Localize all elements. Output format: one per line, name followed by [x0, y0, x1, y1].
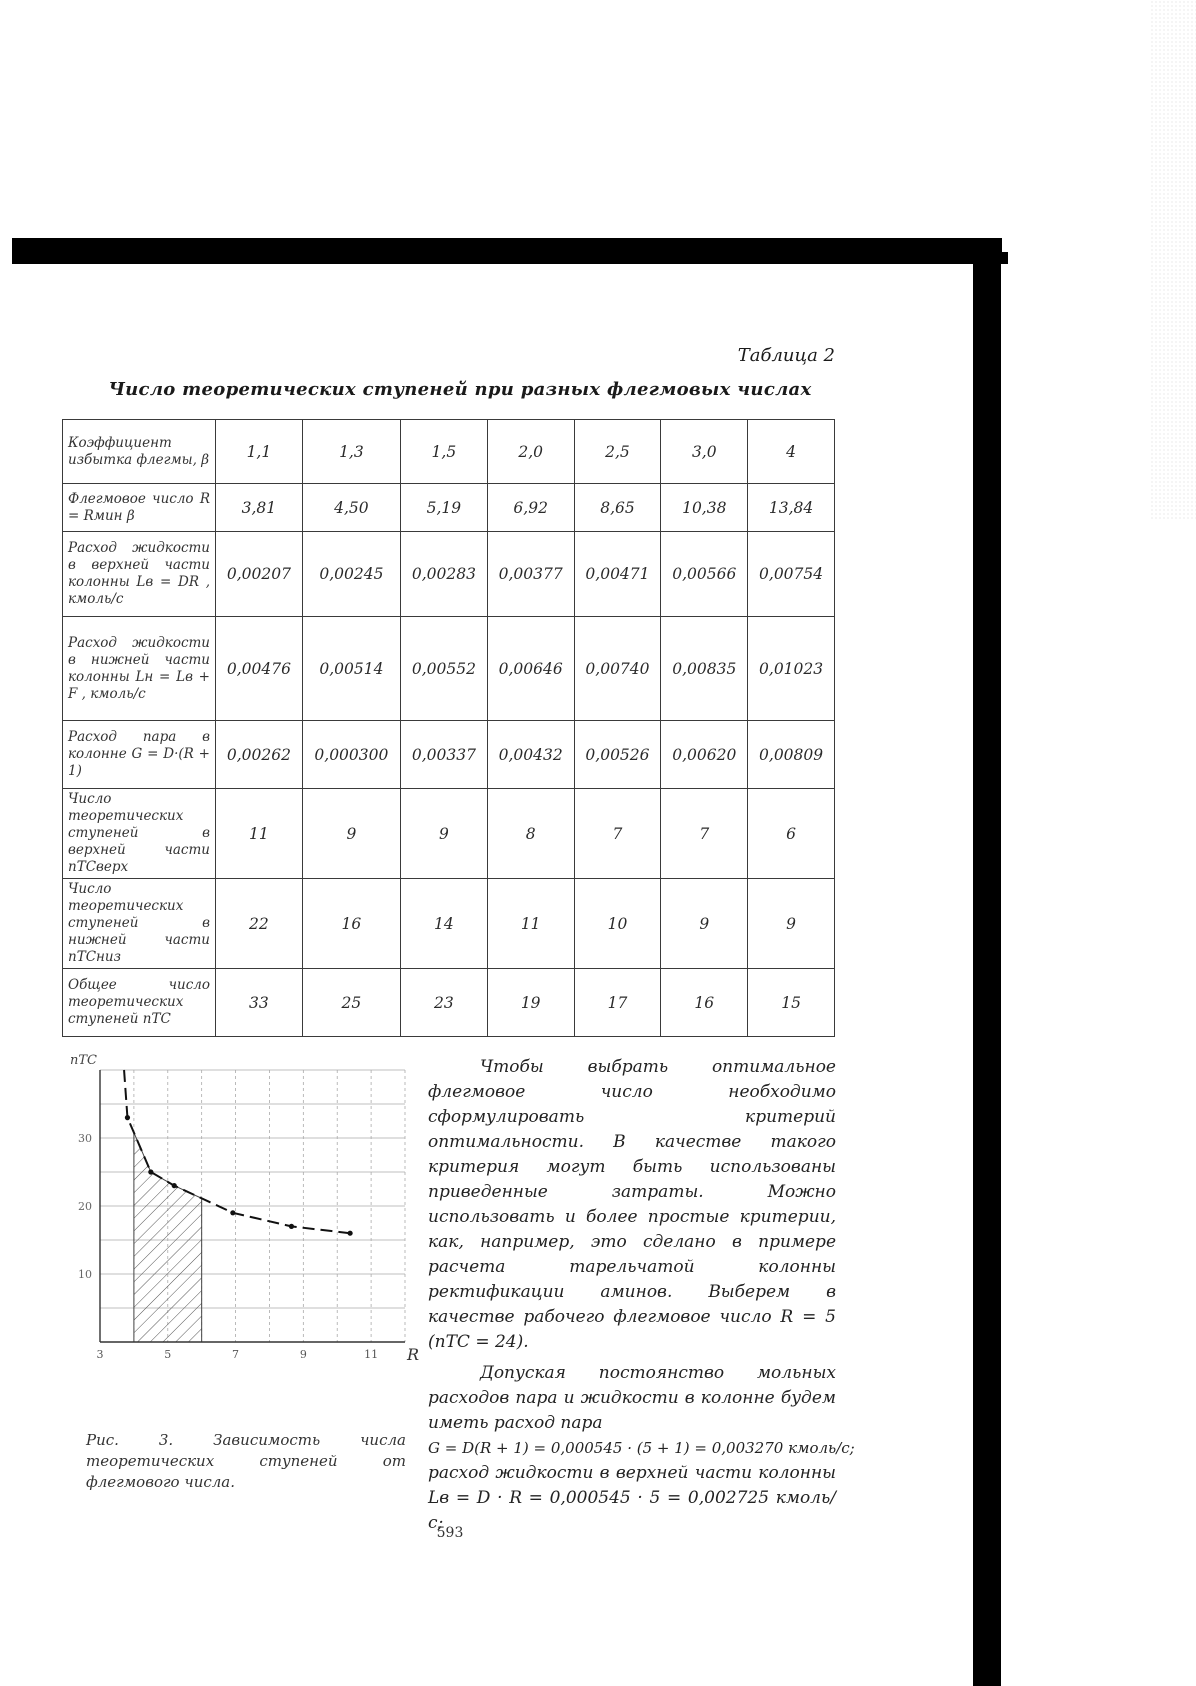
x-axis-label: R [407, 1345, 420, 1364]
cell: 3,0 [661, 420, 748, 484]
cell: 0,00754 [748, 532, 835, 617]
cell: 0,00432 [487, 721, 574, 789]
cell: 6,92 [487, 484, 574, 532]
table-row [63, 532, 835, 617]
x-tick-label: 5 [164, 1348, 172, 1361]
data-table [62, 419, 835, 1037]
table-row [63, 879, 835, 969]
cell: 3,81 [216, 484, 303, 532]
row-header: Коэффициент избытка флегмы, β [63, 420, 216, 484]
cell: 4 [748, 420, 835, 484]
row-header: Расход жидкости в верхней части колонны Lв = DR , кмоль/с [63, 532, 216, 617]
cell: 19 [487, 969, 574, 1037]
cell: 0,00245 [302, 532, 400, 617]
data-point [125, 1115, 130, 1120]
data-point [172, 1183, 177, 1188]
row-header: Расход пара в колонне G = D·(R + 1) [63, 721, 216, 789]
cell: 15 [748, 969, 835, 1037]
cell: 2,0 [487, 420, 574, 484]
paragraph: расход жидкости в верхней части колонны Lв = D · R = 0,000545 · 5 = 0,002725 кмоль/с; [428, 1463, 836, 1533]
data-point [230, 1210, 235, 1215]
cell: 33 [216, 969, 303, 1037]
cell: 11 [216, 789, 303, 879]
scan-border-top [12, 238, 1002, 264]
x-tick-label: 9 [299, 1348, 307, 1361]
cell: 10 [574, 879, 661, 969]
cell: 4,50 [302, 484, 400, 532]
chart [60, 1050, 420, 1410]
cell: 16 [302, 879, 400, 969]
cell: 14 [400, 879, 487, 969]
cell: 0,00262 [216, 721, 303, 789]
cell: 1,3 [302, 420, 400, 484]
cell: 0,01023 [748, 617, 835, 721]
formula: G = D(R + 1) = 0,000545 · (5 + 1) = 0,003270 кмоль/с; [428, 1439, 855, 1457]
cell: 0,00207 [216, 532, 303, 617]
cell: 0,00552 [400, 617, 487, 721]
page-number: 593 [436, 1525, 464, 1541]
cell: 17 [574, 969, 661, 1037]
cell: 7 [574, 789, 661, 879]
table-row [63, 484, 835, 532]
paragraph: Чтобы выбрать оптимальное флегмовое число необходимо сформулировать критерий оптимальности. В качестве такого критерия могут быть использованы приведенные затраты. Можно использовать и более простые критерии, как, например, это сделано в примере расчета тарельчатой колонны ректификации аминов. Выберем в качестве рабочего флегмовое число R = 5 (nТС = 24). [428, 1057, 836, 1352]
x-tick-labels [97, 1348, 379, 1361]
data-point [289, 1224, 294, 1229]
table-row [63, 721, 835, 789]
cell: 16 [661, 969, 748, 1037]
row-header: Число теоретических ступеней в верхней части nТСверх [63, 789, 216, 879]
cell: 0,00377 [487, 532, 574, 617]
scan-noise [1150, 0, 1196, 520]
cell: 8 [487, 789, 574, 879]
cell: 0,00566 [661, 532, 748, 617]
y-tick-label: 30 [78, 1132, 92, 1145]
table-row [63, 617, 835, 721]
cell: 0,00740 [574, 617, 661, 721]
table-row [63, 420, 835, 484]
figure-caption: Рис. 3. Зависимость числа теоретических ступеней от флегмового числа. [86, 1431, 406, 1491]
row-header: Флегмовое число R = Rмин β [63, 484, 216, 532]
x-tick-label: 3 [96, 1348, 104, 1361]
scan-border-right [973, 255, 1001, 1686]
cell: 22 [216, 879, 303, 969]
cell: 9 [400, 789, 487, 879]
cell: 0,000300 [302, 721, 400, 789]
table-row [63, 789, 835, 879]
cell: 9 [748, 879, 835, 969]
table-label: Таблица 2 [737, 345, 835, 366]
y-axis-label: nТС [70, 1053, 97, 1068]
x-tick-label: 11 [364, 1348, 379, 1361]
cell: 0,00514 [302, 617, 400, 721]
cell: 25 [302, 969, 400, 1037]
cell: 10,38 [661, 484, 748, 532]
y-tick-labels [78, 1132, 92, 1281]
table-row [63, 969, 835, 1037]
cell: 9 [661, 879, 748, 969]
data-point [348, 1231, 353, 1236]
row-header: Расход жидкости в нижней части колонны Lн = Lв + F , кмоль/с [63, 617, 216, 721]
cell: 0,00646 [487, 617, 574, 721]
table-title: Число теоретических ступеней при разных флегмовых числах [108, 379, 812, 400]
row-header: Общее число теоретических ступеней nТС [63, 969, 216, 1037]
data-point [148, 1169, 153, 1174]
cell: 0,00337 [400, 721, 487, 789]
cell: 0,00283 [400, 532, 487, 617]
cell: 0,00835 [661, 617, 748, 721]
cell: 5,19 [400, 484, 487, 532]
cell: 13,84 [748, 484, 835, 532]
paragraph: Допуская постоянство мольных расходов пара и жидкости в колонне будем иметь расход пара [428, 1363, 836, 1433]
y-tick-label: 20 [78, 1200, 92, 1213]
cell: 9 [302, 789, 400, 879]
cell: 0,00620 [661, 721, 748, 789]
cell: 8,65 [574, 484, 661, 532]
cell: 0,00809 [748, 721, 835, 789]
body-text [428, 1055, 855, 1536]
cell: 1,1 [216, 420, 303, 484]
cell: 1,5 [400, 420, 487, 484]
cell: 0,00471 [574, 532, 661, 617]
cell: 11 [487, 879, 574, 969]
cell: 0,00526 [574, 721, 661, 789]
y-tick-label: 10 [78, 1268, 92, 1281]
cell: 7 [661, 789, 748, 879]
cell: 2,5 [574, 420, 661, 484]
x-tick-label: 7 [232, 1348, 240, 1361]
row-header: Число теоретических ступеней в нижней части nТСниз [63, 879, 216, 969]
chart-shaded-region [134, 1133, 202, 1342]
cell: 23 [400, 969, 487, 1037]
cell: 6 [748, 789, 835, 879]
cell: 0,00476 [216, 617, 303, 721]
